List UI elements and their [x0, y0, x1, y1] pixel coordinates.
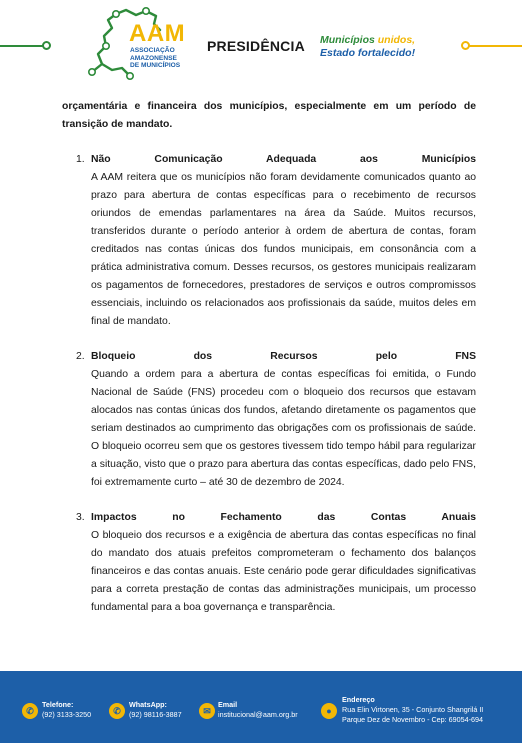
list-item-title: Impactos no Fechamento das Contas Anuais [91, 512, 476, 523]
slogan-part-2: unidos, [377, 34, 416, 46]
footer-address [318, 671, 522, 743]
header-left-dot [42, 41, 51, 50]
aam-logo [86, 6, 196, 82]
slogan-part-1: Municípios [320, 34, 378, 46]
whatsapp-icon: ✆ [109, 703, 125, 719]
phone-value[interactable]: (92) 3133-3250 [42, 710, 92, 719]
phone-icon: ✆ [22, 703, 38, 719]
list-item-body: A AAM reitera que os municípios não foram devidamente comunicados quanto ao prazo para abertura de contas específicas para o recebimento de recursos oriundos de emendas parlamentares na área da Saúde. Muitos recursos, transferidos durante o período anterior à ordem de abertura de contas, foram creditados nas contas únicas dos fundos municipais, em consonância com a prática administrativa comum. Desses recursos, os gestores municipais realizaram os pagamentos de fornecedores, prestadores de serviços e outros compromissos essenciais, incluindo os relacionados aos profissionais da saúde, muitos deles em final de mandato. [91, 172, 476, 327]
email-value[interactable]: institucional@aam.org.br [218, 710, 298, 719]
logo-line-3: DE MUNICÍPIOS [130, 62, 181, 70]
slogan-line-2: Estado fortalecido! [320, 47, 416, 59]
footer-phone [0, 671, 100, 743]
address-line-2: Parque Dez de Novembro - Cep: 69054-694 [342, 715, 484, 724]
list-item-body: Quando a ordem para a abertura de contas específicas foi emitida, o Fundo Nacional de Saúde (FNS) procedeu com o bloqueio dos recursos que estavam alocados nas contas únicas dos fundos, afetando diretamente os pagamentos que seriam destinados ao cumprimento das obrigações com os profissionais de saúde. O bloqueio ocorreu sem que os gestores tivessem tido tempo hábil para regularizar a situação, visto que o prazo para abertura das contas específicas, dado pelo FNS, foi extremamente curto – até 30 de dezembro de 2024. [91, 369, 476, 488]
list-item-number: 3. [76, 512, 85, 523]
location-pin-icon: ● [321, 703, 337, 719]
header-right-line [468, 45, 522, 47]
email-label: Email [218, 700, 238, 709]
whatsapp-value[interactable]: (92) 98116-3887 [129, 710, 182, 719]
header-left-line [0, 45, 44, 47]
list-item [62, 151, 476, 331]
page-header [0, 0, 522, 92]
list-item-number: 1. [76, 154, 85, 165]
logo-line-2: AMAZONENSE [130, 54, 177, 62]
list-item-body: O bloqueio dos recursos e a exigência de abertura das contas específicas no final do mandato dos atuais prefeitos comprometeram o fechamento dos balanços financeiros e das contas anuais. Este cenário pode gerar dificuldades significativas para a correta prestação de contas das administrações municipais, um processo fundamental para a boa governança e transparência. [91, 530, 476, 613]
address-line-1: Rua Elin Virtonen, 35 - Conjunto Shangrilá II [342, 705, 484, 714]
list-item [62, 509, 476, 617]
list-item [62, 348, 476, 492]
slogan [320, 34, 415, 60]
page-title: PRESIDÊNCIA [207, 38, 305, 54]
whatsapp-label: WhatsApp: [129, 700, 167, 709]
list-item-number: 2. [76, 351, 85, 362]
footer-whatsapp [100, 671, 196, 743]
list-item-title: Bloqueio dos Recursos pelo FNS [91, 351, 476, 362]
page-footer [0, 671, 522, 743]
email-icon: ✉ [199, 703, 215, 719]
logo-acronym: AAM [129, 20, 186, 47]
logo-subtitle [130, 47, 180, 70]
list-item-title: Não Comunicação Adequada aos Municípios [91, 154, 476, 165]
logo-line-1: ASSOCIAÇÃO [130, 47, 175, 54]
document-body [62, 98, 476, 617]
footer-email [196, 671, 318, 743]
address-label: Endereço [342, 695, 375, 704]
phone-label: Telefone: [42, 700, 74, 709]
intro-paragraph: orçamentária e financeira dos municípios, especialmente em um período de transição de mandato. [62, 101, 476, 130]
